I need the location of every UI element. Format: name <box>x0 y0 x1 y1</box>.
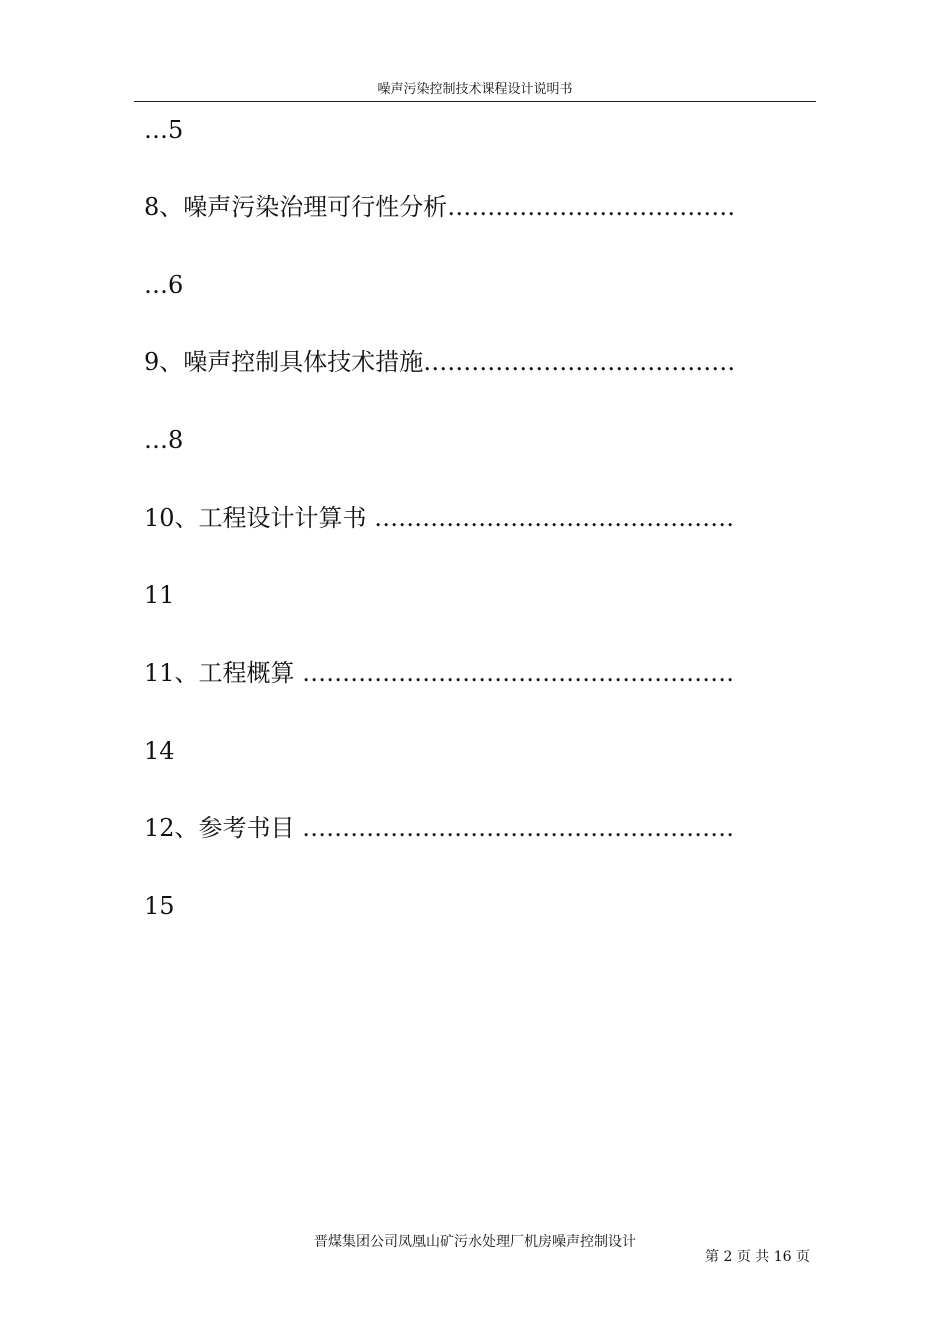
toc-line: 11 <box>144 581 175 609</box>
page-header <box>134 82 816 102</box>
toc-line: …6 <box>144 271 184 299</box>
footer-title: 晋煤集团公司凤凰山矿污水处理厂机房噪声控制设计 <box>314 1234 636 1250</box>
toc-line: 8、噪声污染治理可行性分析……………………………… <box>144 193 736 221</box>
toc-line: 10、工程设计计算书 ……………………………………… <box>144 504 735 532</box>
toc-line: …8 <box>144 426 184 454</box>
toc-line: 11、工程概算 ……………………………………………… <box>144 659 735 687</box>
toc-line: …5 <box>144 116 184 144</box>
toc-line: 12、参考书目 ……………………………………………… <box>144 814 735 842</box>
toc-line: 9、噪声控制具体技术措施………………………………… <box>144 348 736 376</box>
page-number: 第 2 页 共 16 页 <box>705 1249 810 1265</box>
toc-line: 14 <box>144 737 175 765</box>
toc-line: 15 <box>144 892 175 920</box>
header-title: 噪声污染控制技术课程设计说明书 <box>377 82 573 97</box>
